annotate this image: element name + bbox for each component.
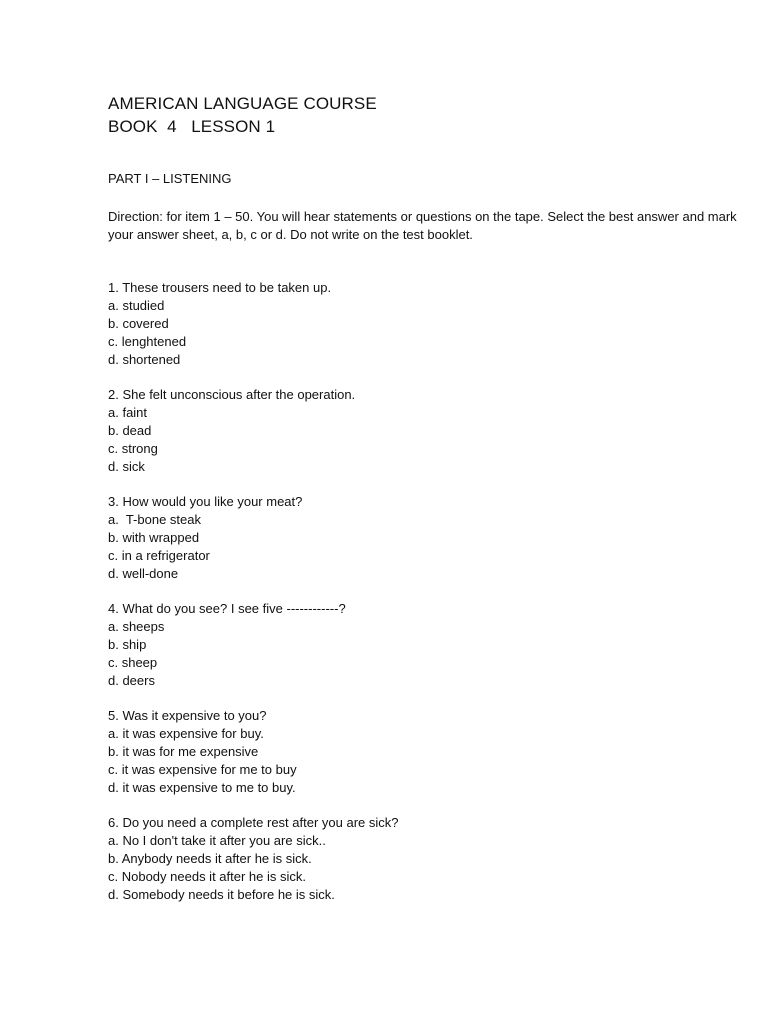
answer-option-a: a. sheeps bbox=[108, 619, 165, 634]
answer-option-b: b. ship bbox=[108, 636, 147, 652]
answer-option-a: a. No I don't take it after you are sick.. bbox=[108, 833, 326, 849]
direction-text: Direction: for item 1 – 50. You will hear statements or questions on the tape. Select the best answer and mark your answer sheet, a, b, c or d. Do not write on the test booklet. bbox=[108, 209, 737, 242]
answer-option-c: c. in a refrigerator bbox=[108, 547, 210, 563]
question-1 bbox=[108, 279, 748, 369]
answer-option-c: c. sheep bbox=[108, 654, 158, 670]
answer-option-b: b. Anybody needs it after he is sick. bbox=[108, 850, 312, 866]
answer-option-d: d. well-done bbox=[108, 565, 179, 581]
answer-option-a: a. T-bone steak bbox=[108, 511, 201, 527]
answer-option-c: c. strong bbox=[108, 440, 158, 456]
question-prompt: 4. What do you see? I see five ------------? bbox=[108, 601, 346, 617]
question-2 bbox=[108, 386, 748, 476]
answer-option-b: b. it was for me expensive bbox=[108, 743, 259, 759]
answer-option-a: a. studied bbox=[108, 297, 165, 313]
answer-option-d: d. Somebody needs it before he is sick. bbox=[108, 886, 335, 902]
question-prompt: 1. These trousers need to be taken up. bbox=[108, 280, 332, 295]
answer-option-b: b. covered bbox=[108, 315, 169, 331]
question-4 bbox=[108, 600, 748, 690]
question-prompt: 3. How would you like your meat? bbox=[108, 494, 303, 510]
question-prompt: 6. Do you need a complete rest after you are sick? bbox=[108, 815, 399, 831]
question-prompt: 2. She felt unconscious after the operation. bbox=[108, 387, 356, 403]
answer-option-c: c. it was expensive for me to buy bbox=[108, 761, 297, 777]
answer-option-b: b. with wrapped bbox=[108, 529, 200, 545]
question-list bbox=[108, 279, 748, 904]
answer-option-d: d. sick bbox=[108, 458, 145, 474]
question-prompt: 5. Was it expensive to you? bbox=[108, 708, 267, 724]
answer-option-c: c. lenghtened bbox=[108, 333, 187, 349]
answer-option-d: d. shortened bbox=[108, 351, 181, 367]
question-3 bbox=[108, 493, 748, 583]
question-6 bbox=[108, 814, 748, 904]
answer-option-d: d. it was expensive to me to buy. bbox=[108, 779, 296, 795]
answer-option-c: c. Nobody needs it after he is sick. bbox=[108, 868, 306, 884]
course-title: AMERICAN LANGUAGE COURSE bbox=[108, 94, 377, 113]
answer-option-b: b. dead bbox=[108, 422, 152, 438]
part-heading: PART I – LISTENING bbox=[108, 171, 232, 186]
question-5 bbox=[108, 707, 748, 797]
document-page bbox=[108, 92, 748, 921]
answer-option-d: d. deers bbox=[108, 672, 155, 688]
book-lesson-title: BOOK 4 LESSON 1 bbox=[108, 117, 276, 136]
answer-option-a: a. it was expensive for buy. bbox=[108, 726, 264, 742]
answer-option-a: a. faint bbox=[108, 404, 148, 420]
